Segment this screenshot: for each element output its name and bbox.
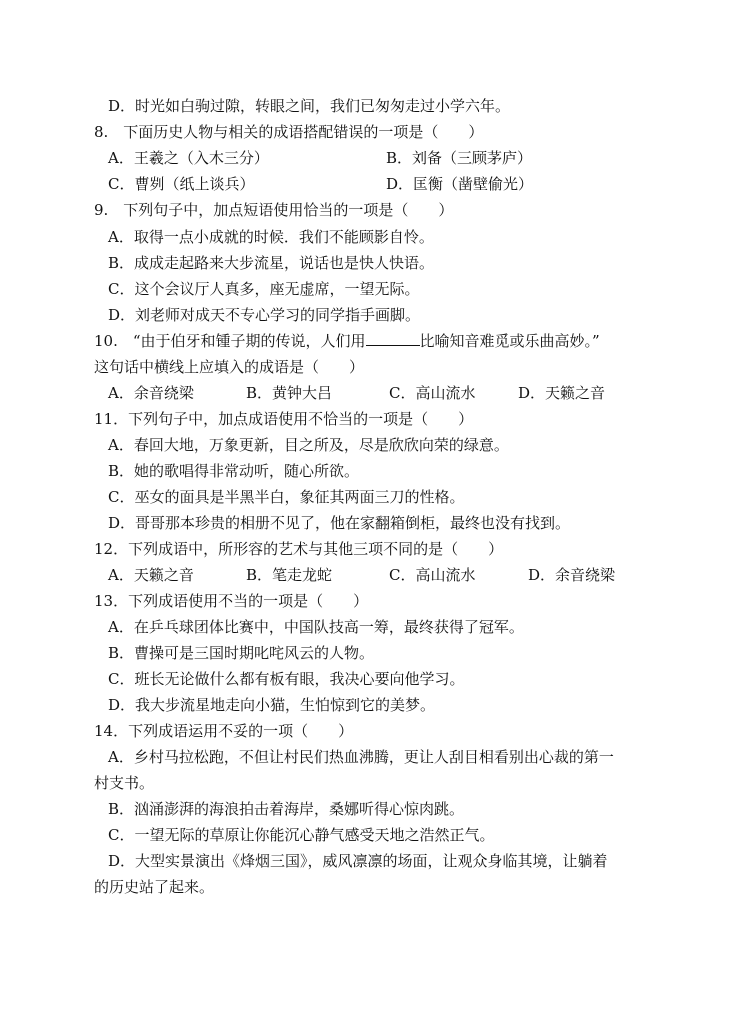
q12-option-d: D．余音绕梁 bbox=[528, 566, 616, 584]
q11-stem: 11．下列句子中，加点成语使用不恰当的一项是（ ） bbox=[94, 410, 474, 428]
q10-option-c: C．高山流水 bbox=[389, 384, 476, 402]
q12-option-c: C．高山流水 bbox=[389, 566, 476, 584]
q8-option-a: A．王羲之（入木三分） bbox=[108, 149, 269, 167]
q11-option-d: D．哥哥那本珍贵的相册不见了，他在家翻箱倒柜，最终也没有找到。 bbox=[108, 514, 571, 532]
q11-option-b: B．她的歌唱得非常动听，随心所欲。 bbox=[108, 462, 360, 480]
q14-option-c: C．一望无际的草原让你能沉心静气感受天地之浩然正气。 bbox=[108, 826, 495, 844]
q8-option-b: B．刘备（三顾茅庐） bbox=[386, 149, 533, 167]
q14-option-d-line-2: 的历史站了起来。 bbox=[94, 878, 215, 896]
q10-stem bbox=[94, 331, 600, 351]
q10-stem-continued: 这句话中横线上应填入的成语是（ ） bbox=[94, 358, 365, 376]
q14-option-b: B．汹涌澎湃的海浪拍击着海岸，桑娜听得心惊肉跳。 bbox=[108, 800, 465, 818]
q13-option-c: C．班长无论做什么都有板有眼，我决心要向他学习。 bbox=[108, 670, 465, 688]
q12-option-b: B．笔走龙蛇 bbox=[246, 566, 333, 584]
q8-options-row-2 bbox=[108, 174, 534, 194]
q8-options-row-1 bbox=[108, 148, 533, 168]
q14-stem: 14．下列成语运用不妥的一项（ ） bbox=[94, 722, 354, 740]
q10-option-d: D．天籁之音 bbox=[518, 384, 606, 402]
q10-option-b: B．黄钟大吕 bbox=[246, 384, 333, 402]
q10-options-row bbox=[108, 383, 606, 403]
q11-option-a: A．春回大地，万象更新，目之所及，尽是欣欣向荣的绿意。 bbox=[108, 436, 509, 454]
q7-option-d: D．时光如白驹过隙，转眼之间，我们已匆匆走过小学六年。 bbox=[108, 97, 511, 115]
q8-option-d: D．匡衡（凿壁偷光） bbox=[386, 175, 534, 193]
q9-option-b: B．成成走起路来大步流星，说话也是快人快语。 bbox=[108, 254, 435, 272]
q8-stem: 8. 下面历史人物与相关的成语搭配错误的一项是（ ） bbox=[94, 123, 484, 141]
q10-stem-after-blank: 比喻知音难觅或乐曲高妙。” bbox=[419, 332, 600, 350]
q13-option-d: D．我大步流星地走向小猫，生怕惊到它的美梦。 bbox=[108, 696, 436, 714]
q9-stem: 9. 下列句子中，加点短语使用恰当的一项是（ ） bbox=[94, 201, 454, 219]
q14-option-a-line-2: 村支书。 bbox=[94, 774, 155, 792]
q13-option-a: A．在乒乓球团体比赛中，中国队技高一筹，最终获得了冠军。 bbox=[108, 618, 524, 636]
q10-blank-line bbox=[366, 331, 420, 346]
q13-option-b: B．曹操可是三国时期叱咤风云的人物。 bbox=[108, 644, 375, 662]
q9-option-d: D．刘老师对成天不专心学习的同学指手画脚。 bbox=[108, 306, 421, 324]
q8-option-c: C．曹刿（纸上谈兵） bbox=[108, 175, 255, 193]
q10-option-a: A．余音绕梁 bbox=[108, 384, 194, 402]
q13-stem: 13．下列成语使用不当的一项是（ ） bbox=[94, 592, 369, 610]
q9-option-c: C．这个会议厅人真多，座无虚席，一望无际。 bbox=[108, 280, 420, 298]
q14-option-d-line-1: D．大型实景演出《烽烟三国》，威风凛凛的场面，让观众身临其境，让躺着 bbox=[108, 852, 608, 870]
q14-option-a-line-1: A．乡村马拉松跑，不但让村民们热血沸腾，更让人刮目相看别出心裁的第一 bbox=[108, 748, 614, 766]
q9-option-a: A．取得一点小成就的时候．我们不能顾影自怜。 bbox=[108, 228, 434, 246]
q12-stem: 12．下列成语中，所形容的艺术与其他三项不同的是（ ） bbox=[94, 540, 504, 558]
q11-option-c: C．巫女的面具是半黑半白，象征其两面三刀的性格。 bbox=[108, 488, 465, 506]
q12-options-row bbox=[108, 565, 616, 585]
q10-stem-before-blank: 10. “由于伯牙和锺子期的传说，人们用 bbox=[94, 332, 366, 350]
q12-option-a: A．天籁之音 bbox=[108, 566, 194, 584]
